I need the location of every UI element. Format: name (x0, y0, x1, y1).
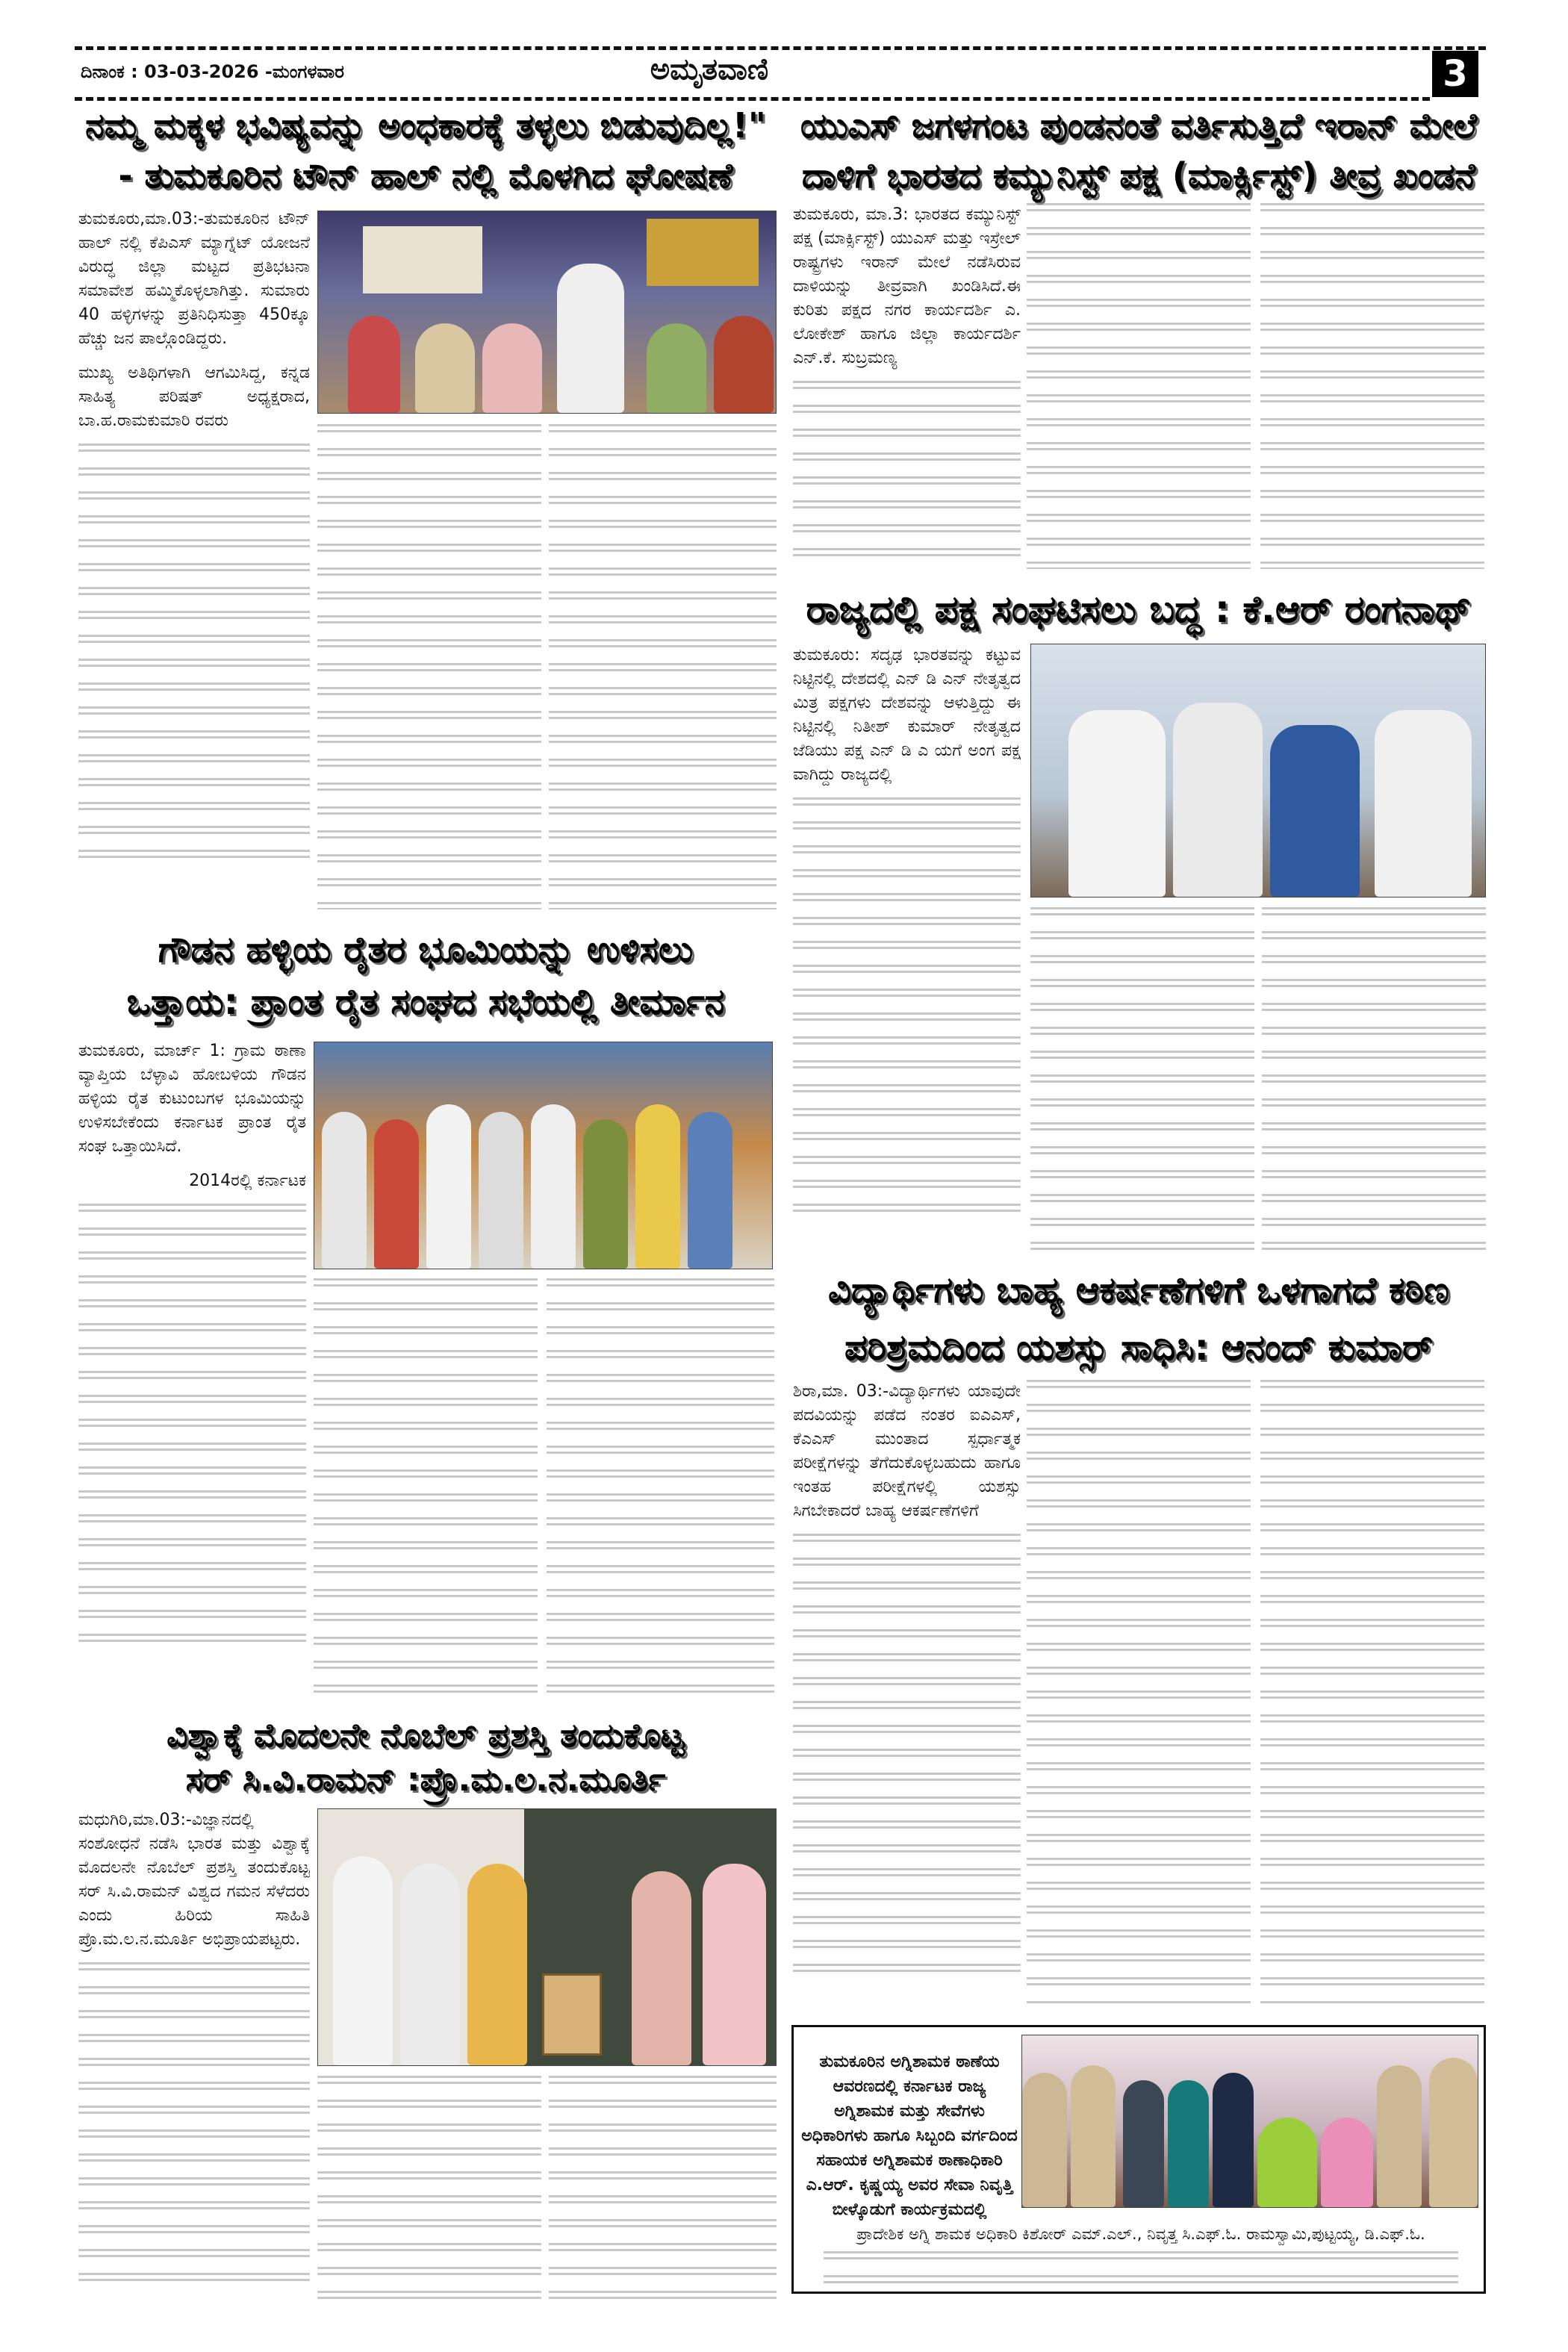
headline-line: - ತುಮಕೂರಿನ ಟೌನ್ ಹಾಲ್ ನಲ್ಲಿ ಮೊಳಗಿದ ಘೋಷಣೆ (118, 155, 733, 196)
students-col-1 (793, 1380, 1021, 2007)
masthead-title: ಅಮೃತವಾಣಿ (650, 52, 769, 87)
person (1071, 2065, 1116, 2207)
issue-date: ದಿನಾಂಕ : 03-03-2026 -ಮಂಗಳವಾರ (81, 61, 344, 82)
headline-line: ಸರ್ ಸಿ.ವಿ.ರಾಮನ್ :ಪ್ರೊ.ಮ.ಲ.ನ.ಮೂರ್ತಿ (185, 1761, 666, 1799)
farewell-ceremony-photo (1021, 2035, 1478, 2208)
person (1068, 710, 1166, 897)
person (635, 1104, 680, 1269)
person (1022, 2073, 1067, 2207)
students-col-2 (1027, 1380, 1251, 2007)
person (1429, 2058, 1478, 2207)
body-text-lines (793, 797, 1021, 1216)
portrait-frame (542, 1973, 602, 2056)
top-rule (75, 46, 1486, 50)
headline-line: ಗೌಡನ ಹಳ್ಳಿಯ ರೈತರ ಭೂಮಿಯನ್ನು ಉಳಿಸಲು (158, 929, 694, 971)
person (1270, 725, 1360, 897)
article-lead: ಶಿರಾ,ಮಾ. 03:-ವಿದ್ಯಾರ್ಥಿಗಳು ಯಾವುದೇ ಪದವಿಯನ್ನು ಪಡೆದ ನಂತರ ಐಎಎಸ್, ಕೆಎಎಸ್ ಮುಂತಾದ ಸ್ಪರ್ಧಾತ್ಮಕ ಪರೀಕ್ಷೆಗಳನ್ನು ತೆಗೆದುಕೊಳ್ಳಬಹುದು ಹಾಗೂ ಇಂತಹ ಪರೀಕ್ಷೆಗಳಲ್ಲಿ ಯಶಸ್ಸು ಸಿಗಬೇಕಾದರೆ ಬಾಹ್ಯ ಆಕರ್ಷಣೆಗಳಿಗೆ (793, 1382, 1021, 1520)
article-lead: ತುಮಕೂರು,ಮಾ.03:-ತುಮಕೂರಿನ ಟೌನ್ ಹಾಲ್ ನಲ್ಲಿ ಕೆಪಿಎಸ್ ಮ್ಯಾಗ್ನೆಟ್ ಯೋಜನೆ ವಿರುದ್ಧ ಜಿಲ್ಲಾ ಮಟ್ಟದ ಪ್ರತಿಭಟನಾ ಸಮಾವೇಶ ಹಮ್ಮಿಕೊಳ್ಳಲಾಗಿತ್ತು. ಸುಮಾರು 40 ಹಳ್ಳಿಗಳನ್ನು ಪ್ರತಿನಿಧಿಸುತ್ತಾ 450ಕ್ಕೂ ಹೆಚ್ಚು ಜನ ಪಾಲ್ಗೊಂಡಿದ್ದರು. (78, 210, 310, 348)
fire-dept-side-caption: ತುಮಕೂರಿನ ಅಗ್ನಿಶಾಮಕ ಠಾಣೆಯ ಆವರಣದಲ್ಲಿ ಕರ್ನಾಟಕ ರಾಜ್ಯ ಅಗ್ನಿಶಾಮಕ ಮತ್ತು ಸೇವೆಗಳು ಅಧಿಕಾರಿಗಳು ಹಾಗೂ ಸಿಬ್ಬಂದಿ ವರ್ಗದಿಂದ ಸಹಾಯಕ ಅಗ್ನಿಶಾಮಕ ಠಾಣಾಧಿಕಾರಿ ಎ.ಆರ್. ಕೃಷ್ಣಯ್ಯ ಅವರ ಸೇವಾ ನಿವೃತ್ತಿ ಬೀಳ್ಕೊಡುಗೆ ಕಾರ್ಯಕ್ರಮದಲ್ಲಿ (801, 2053, 1018, 2219)
town-hall-col-2 (317, 424, 541, 909)
town-hall-col-1 (78, 208, 310, 909)
headline-line: ಯುಎಸ್ ಜಗಳಗಂಟ ಪುಂಡನಂತೆ ವರ್ತಿಸುತ್ತಿದೆ ಇರಾನ್ ಮೇಲೆ (800, 105, 1478, 146)
fire-dept-photo-box (791, 2025, 1486, 2294)
headline-gowdanahalli (71, 924, 780, 1028)
ranganath-col-1 (793, 644, 1021, 1256)
ranganath-col-2 (1030, 907, 1254, 1254)
party-felicitation-photo (1030, 644, 1486, 897)
person (531, 1104, 576, 1269)
person (467, 1864, 527, 2065)
person (1257, 2118, 1317, 2207)
headline-ranganath: ರಾಜ್ಯದಲ್ಲಿ ಪಕ್ಷ ಸಂಘಟಿಸಲು ಬದ್ಧ : ಕೆ.ಆರ್ ರಂಗನಾಥ್ (806, 588, 1472, 631)
cv-raman-col-2 (317, 2076, 541, 2315)
gowdanahalli-col-1 (78, 1039, 306, 1696)
body-text-lines (793, 381, 1021, 567)
person (1173, 703, 1263, 897)
farmers-meeting-photo (314, 1042, 773, 1269)
person (374, 1119, 419, 1269)
cv-raman-col-1 (78, 1808, 310, 2316)
headline-line: ವಿಶ್ವಾಕ್ಕೆ ಮೊದಲನೇ ನೊಬೆಲ್ ಪ್ರಶಸ್ತಿ ತಂದುಕೊಟ್ಟ (167, 1717, 685, 1755)
person (1213, 2073, 1254, 2207)
ranganath-col-3 (1262, 907, 1486, 1254)
article-lead: ತುಮಕೂರು, ಮಾರ್ಚ್ 1: ಗ್ರಾಮ ಠಾಣಾ ವ್ಯಾಪ್ತಿಯ ಬೆಳ್ಳಾವಿ ಹೋಬಳಿಯ ಗೌಡನ ಹಳ್ಳಿಯ ರೈತ ಕುಟುಂಬಗಳ ಭೂಮಿಯನ್ನು ಉಳಿಸಬೇಕೆಂದು ಕರ್ನಾಟಕ ಪ್ರಾಂತ ರೈತ ಸಂಘ ಒತ್ತಾಯಿಸಿದೆ. (78, 1042, 306, 1156)
body-text-lines (793, 1534, 1021, 1982)
students-col-3 (1260, 1380, 1484, 2007)
person (557, 264, 624, 413)
person (583, 1119, 628, 1269)
headline-cpim (791, 101, 1486, 200)
person (415, 323, 475, 413)
article-text: ಮುಖ್ಯ ಅತಿಥಿಗಳಾಗಿ ಆಗಮಿಸಿದ್ದ, ಕನ್ನಡ ಸಾಹಿತ್ಯ ಪರಿಷತ್ ಅಧ್ಯಕ್ಷರಾದ, ಬಾ.ಹ.ರಾಮಕುಮಾರಿ ರವರು (78, 364, 310, 430)
cpim-col-1 (793, 203, 1021, 569)
article-text: 2014ರಲ್ಲಿ ಕರ್ನಾಟಕ (189, 1172, 306, 1190)
cv-raman-col-3 (549, 2076, 777, 2315)
headline-cv-raman (71, 1714, 780, 1802)
person (348, 316, 400, 413)
person (688, 1112, 732, 1269)
headline-line: ಒತ್ತಾಯ: ಪ್ರಾಂತ ರೈತ ಸಂಘದ ಸಭೆಯಲ್ಲಿ ತೀರ್ಮಾನ (126, 980, 725, 1023)
person (400, 1864, 460, 2065)
body-text-lines (824, 2251, 1458, 2289)
person (1375, 710, 1472, 897)
page-number: 3 (1432, 51, 1478, 97)
headline-line: ದಾಳಿಗೆ ಭಾರತದ ಕಮ್ಯುನಿಸ್ಟ್ ಪಕ್ಷ (ಮಾರ್ಕ್ಸಿಸ್ಟ್) ತೀವ್ರ ಖಂಡನೆ (801, 155, 1476, 196)
headline-line: ವಿದ್ಯಾರ್ಥಿಗಳು ಬಾಹ್ಯ ಆಕರ್ಷಣೆಗಳಿಗೆ ಒಳಗಾಗದೆ ಕಠಿಣ (827, 1269, 1449, 1311)
gowdanahalli-col-2 (314, 1278, 538, 1696)
person (1123, 2080, 1164, 2207)
person (714, 316, 774, 413)
banner (363, 226, 482, 293)
gowdanahalli-col-3 (547, 1278, 774, 1696)
protest-meeting-photo (317, 211, 777, 414)
person (1168, 2080, 1209, 2207)
person (426, 1104, 471, 1269)
person (632, 1871, 691, 2065)
person (1321, 2118, 1373, 2207)
fire-dept-bottom-caption: ಪ್ರಾದೇಶಿಕ ಅಗ್ನಿ ಶಾಮಕ ಅಧಿಕಾರಿ ಕಿಶೋರ್ ಎಮ್.ಎಲ್., ನಿವೃತ್ತ ಸಿ.ಎಫ್.ಓ. ರಾಮಸ್ವಾಮಿ,ಪುಟ್ಟಯ್ಯ, ಡಿ.ಎಫ್.ಓ. (856, 2225, 1425, 2243)
headline-town-hall (71, 101, 780, 200)
person (1377, 2065, 1422, 2207)
town-hall-col-3 (549, 424, 777, 909)
person (333, 1856, 393, 2065)
body-text-lines (78, 1962, 310, 2291)
headline-students (791, 1262, 1486, 1377)
article-lead: ಮಧುಗಿರಿ,ಮಾ.03:-ವಿಜ್ಞಾನದಲ್ಲಿ ಸಂಶೋಧನೆ ನಡೆಸಿ ಭಾರತ ಮತ್ತು ವಿಶ್ವಾಕ್ಕೆ ಮೊದಲನೇ ನೊಬೆಲ್ ಪ್ರಶಸ್ತಿ ತಂದುಕೊಟ್ಟ ಸರ್ ಸಿ.ವಿ.ರಾಮನ್ ವಿಶ್ವದ ಗಮನ ಸೆಳೆದರು ಎಂದು ಹಿರಿಯ ಸಾಹಿತಿ ಪ್ರೊ.ಮ.ಲ.ನ.ಮೂರ್ತಿ ಅಭಿಪ್ರಾಯಪಟ್ಟರು. (78, 1811, 310, 1949)
person (482, 323, 542, 413)
person (647, 323, 706, 413)
science-day-photo (317, 1808, 777, 2066)
banner (647, 219, 759, 286)
body-text-lines (78, 1204, 306, 1652)
body-text-lines (78, 444, 310, 862)
headline-line: ನಮ್ಮ ಮಕ್ಕಳ ಭವಿಷ್ಯವನ್ನು ಅಂಧಕಾರಕ್ಕೆ ತಳ್ಳಲು ಬಿಡುವುದಿಲ್ಲ!" (85, 105, 766, 146)
cpim-col-2 (1027, 203, 1251, 569)
person (479, 1112, 523, 1269)
headline-line: ಪರಿಶ್ರಮದಿಂದ ಯಶಸ್ಸು ಸಾಧಿಸಿ: ಆನಂದ್ ಕುಮಾರ್ (844, 1326, 1433, 1369)
article-lead: ತುಮಕೂರು, ಮಾ.3: ಭಾರತದ ಕಮ್ಯುನಿಸ್ಟ್ ಪಕ್ಷ (ಮಾರ್ಕ್ಸಿಸ್ಟ್) ಯುಎಸ್ ಮತ್ತು ಇಸ್ರೇಲ್ ರಾಷ್ಟ್ರಗಳು ಇರಾನ್ ಮೇಲೆ ನಡೆಸಿರುವ ದಾಳಿಯನ್ನು ತೀವ್ರವಾಗಿ ಖಂಡಿಸಿದೆ.ಈ ಕುರಿತು ಪಕ್ಷದ ನಗರ ಕಾರ್ಯದರ್ಶಿ ಎ. ಲೋಕೇಶ್ ಹಾಗೂ ಜಿಲ್ಲಾ ಕಾರ್ಯದರ್ಶಿ ಎನ್.ಕೆ. ಸುಬ್ರಮಣ್ಯ (793, 205, 1021, 367)
person (703, 1864, 766, 2065)
article-lead: ತುಮಕೂರು: ಸದೃಢ ಭಾರತವನ್ನು ಕಟ್ಟುವ ನಿಟ್ಟಿನಲ್ಲಿ ದೇಶದಲ್ಲಿ ಎನ್ ಡಿ ಎನ್ ನೇತೃತ್ವದ ಮಿತ್ರ ಪಕ್ಷಗಳು ದೇಶವನ್ನು ಆಳುತ್ತಿದ್ದು ಈ ನಿಟ್ಟಿನಲ್ಲಿ ನಿತೀಶ್ ಕುಮಾರ್ ನೇತೃತ್ವದ ಜೆಡಿಯು ಪಕ್ಷ ಎನ್ ಡಿ ಎ ಯಗೆ ಅಂಗ ಪಕ್ಷ ವಾಗಿದ್ದು ರಾಜ್ಯದಲ್ಲಿ (793, 646, 1021, 784)
cpim-col-3 (1260, 203, 1484, 569)
person (322, 1112, 367, 1269)
